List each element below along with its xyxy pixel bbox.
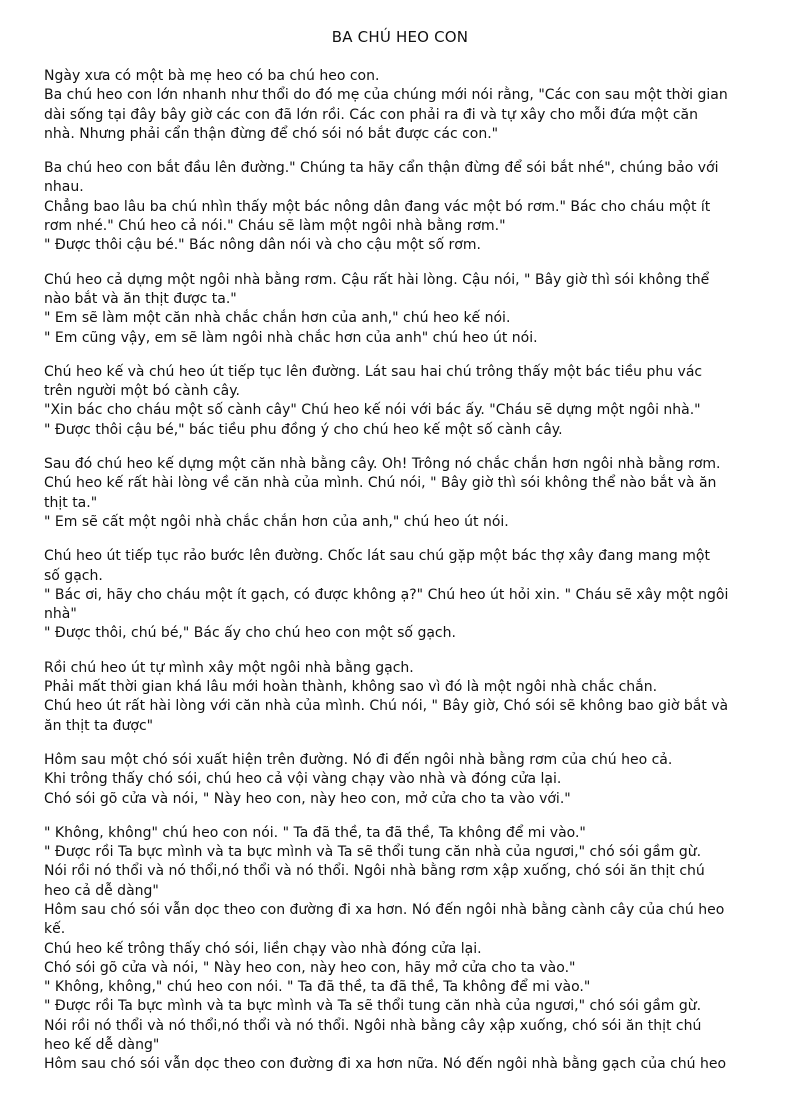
paragraph-gap <box>44 348 762 363</box>
text-line: Chú heo kế trông thấy chó sói, liền chạy vào nhà đóng cửa lại. <box>44 940 482 957</box>
text-line: Hôm sau một chó sói xuất hiện trên đường. Nó đi đến ngôi nhà bằng rơm của chú heo cả. <box>44 751 673 768</box>
text-line: nhà. Nhưng phải cẩn thận đừng để chó sói nó bắt được các con." <box>44 125 499 142</box>
text-line: " Em sẽ cất một ngôi nhà chắc chắn hơn của anh," chú heo út nói. <box>44 513 509 530</box>
text-line: " Được thôi, chú bé," Bác ấy cho chú heo con một số gạch. <box>44 625 456 642</box>
text-line: Khi trông thấy chó sói, chú heo cả vội vàng chạy vào nhà và đóng cửa lại. <box>44 771 562 788</box>
text-line: " Được rồi Ta bực mình và ta bực mình và Ta sẽ thổi tung căn nhà của ngươi," chó sói gầm gừ. <box>44 998 702 1015</box>
text-line: Chú heo út tiếp tục rảo bước lên đường. Chốc lát sau chú gặp một bác thợ xây đang mang một <box>44 548 710 565</box>
text-line: heo kế dễ dàng" <box>44 1037 160 1054</box>
paragraph-gap <box>44 144 762 159</box>
text-line: " Không, không," chú heo con nói. " Ta đã thề, ta đã thề, Ta không để mi vào." <box>44 979 591 996</box>
text-line: Chẳng bao lâu ba chú nhìn thấy một bác nông dân đang vác một bó rơm." Bác cho cháu một ít <box>44 198 711 215</box>
text-line: trên người một bó cành cây. <box>44 383 240 400</box>
paragraph-gap <box>44 532 762 547</box>
paragraph <box>44 751 762 809</box>
text-line: " Em sẽ làm một căn nhà chắc chắn hơn của anh," chú heo kế nói. <box>44 310 511 327</box>
text-line: Rồi chú heo út tự mình xây một ngôi nhà bằng gạch. <box>44 659 414 676</box>
text-line: dài sống tại đây bây giờ các con đã lớn rồi. Các con phải ra đi và tự xây cho mỗi đứa một căn <box>44 106 699 123</box>
paragraph-gap <box>44 644 762 659</box>
paragraph-gap <box>44 809 762 824</box>
text-line: Chó sói gõ cửa và nói, " Này heo con, này heo con, hãy mở cửa cho ta vào." <box>44 959 576 976</box>
text-line: Chú heo kế rất hài lòng về căn nhà của mình. Chú nói, " Bây giờ thì sói không thể nào bắt và ăn <box>44 475 717 492</box>
text-line: " Được thôi cậu bé." Bác nông dân nói và cho cậu một số rơm. <box>44 237 481 254</box>
paragraph <box>44 363 762 440</box>
text-line: ăn thịt ta được" <box>44 717 154 734</box>
text-line: Hôm sau chó sói vẫn dọc theo con đường đi xa hơn nữa. Nó đến ngôi nhà bằng gạch của chú heo <box>44 1056 727 1073</box>
text-line: " Không, không" chú heo con nói. " Ta đã thề, ta đã thề, Ta không để mi vào." <box>44 824 586 841</box>
text-line: rơm nhé." Chú heo cả nói." Cháu sẽ làm một ngôi nhà bằng rơm." <box>44 218 506 235</box>
text-line: thịt ta." <box>44 494 98 511</box>
text-line: Hôm sau chó sói vẫn dọc theo con đường đi xa hơn. Nó đến ngôi nhà bằng cành cây của chú heo <box>44 901 725 918</box>
text-line: " Được rồi Ta bực mình và ta bực mình và Ta sẽ thổi tung căn nhà của ngươi," chó sói gầm gừ. <box>44 844 702 861</box>
paragraph <box>44 455 762 532</box>
paragraph-gap <box>44 440 762 455</box>
paragraph <box>44 824 762 1075</box>
text-line: " Được thôi cậu bé," bác tiều phu đồng ý cho chú heo kế một số cành cây. <box>44 421 563 438</box>
text-line: kế. <box>44 921 66 938</box>
text-line: Chó sói gõ cửa và nói, " Này heo con, này heo con, mở cửa cho ta vào với." <box>44 790 571 807</box>
story-body <box>44 67 762 1075</box>
text-line: Ba chú heo con bắt đầu lên đường." Chúng ta hãy cẩn thận đừng để sói bắt nhé", chúng bảo với <box>44 160 719 177</box>
paragraph-gap <box>44 736 762 751</box>
paragraph <box>44 159 762 255</box>
text-line: nhau. <box>44 179 84 196</box>
text-line: Ba chú heo con lớn nhanh như thổi do đó mẹ của chúng mới nói rằng, "Các con sau một thời gian <box>44 87 728 104</box>
text-line: Chú heo kế và chú heo út tiếp tục lên đường. Lát sau hai chú trông thấy một bác tiều phu vác <box>44 363 703 380</box>
text-line: " Em cũng vậy, em sẽ làm ngôi nhà chắc hơn của anh" chú heo út nói. <box>44 329 538 346</box>
text-line: Sau đó chú heo kế dựng một căn nhà bằng cây. Oh! Trông nó chắc chắn hơn ngôi nhà bằng rơm. <box>44 456 721 473</box>
text-line: Nói rồi nó thổi và nó thổi,nó thổi và nó thổi. Ngôi nhà bằng cây xập xuống, chó sói ăn thịt chú <box>44 1017 702 1034</box>
text-line: Chú heo cả dựng một ngôi nhà bằng rơm. Cậu rất hài lòng. Cậu nói, " Bây giờ thì sói không thể <box>44 271 710 288</box>
document-title: BA CHÚ HEO CON <box>331 28 469 46</box>
text-line: Ngày xưa có một bà mẹ heo có ba chú heo con. <box>44 68 380 84</box>
text-line: nào bắt và ăn thịt được ta." <box>44 290 237 307</box>
paragraph <box>44 271 762 348</box>
paragraph <box>44 67 762 144</box>
text-line: heo cả dễ dàng" <box>44 882 159 899</box>
text-line: số gạch. <box>44 567 103 584</box>
text-line: "Xin bác cho cháu một số cành cây" Chú heo kế nói với bác ấy. "Cháu sẽ dựng một ngôi nhà." <box>44 402 701 419</box>
text-line: " Bác ơi, hãy cho cháu một ít gạch, có được không ạ?" Chú heo út hỏi xin. " Cháu sẽ xây một ngôi <box>44 586 729 603</box>
text-line: nhà" <box>44 606 77 623</box>
text-line: Phải mất thời gian khá lâu mới hoàn thành, không sao vì đó là một ngôi nhà chắc chắn. <box>44 679 658 696</box>
text-line: Chú heo út rất hài lòng với căn nhà của mình. Chú nói, " Bây giờ, Chó sói sẽ không bao giờ bắt và <box>44 698 729 715</box>
paragraph-gap <box>44 256 762 271</box>
text-line: Nói rồi nó thổi và nó thổi,nó thổi và nó thổi. Ngôi nhà bằng rơm xập xuống, chó sói ăn thịt chú <box>44 863 705 880</box>
paragraph <box>44 547 762 643</box>
paragraph <box>44 659 762 736</box>
